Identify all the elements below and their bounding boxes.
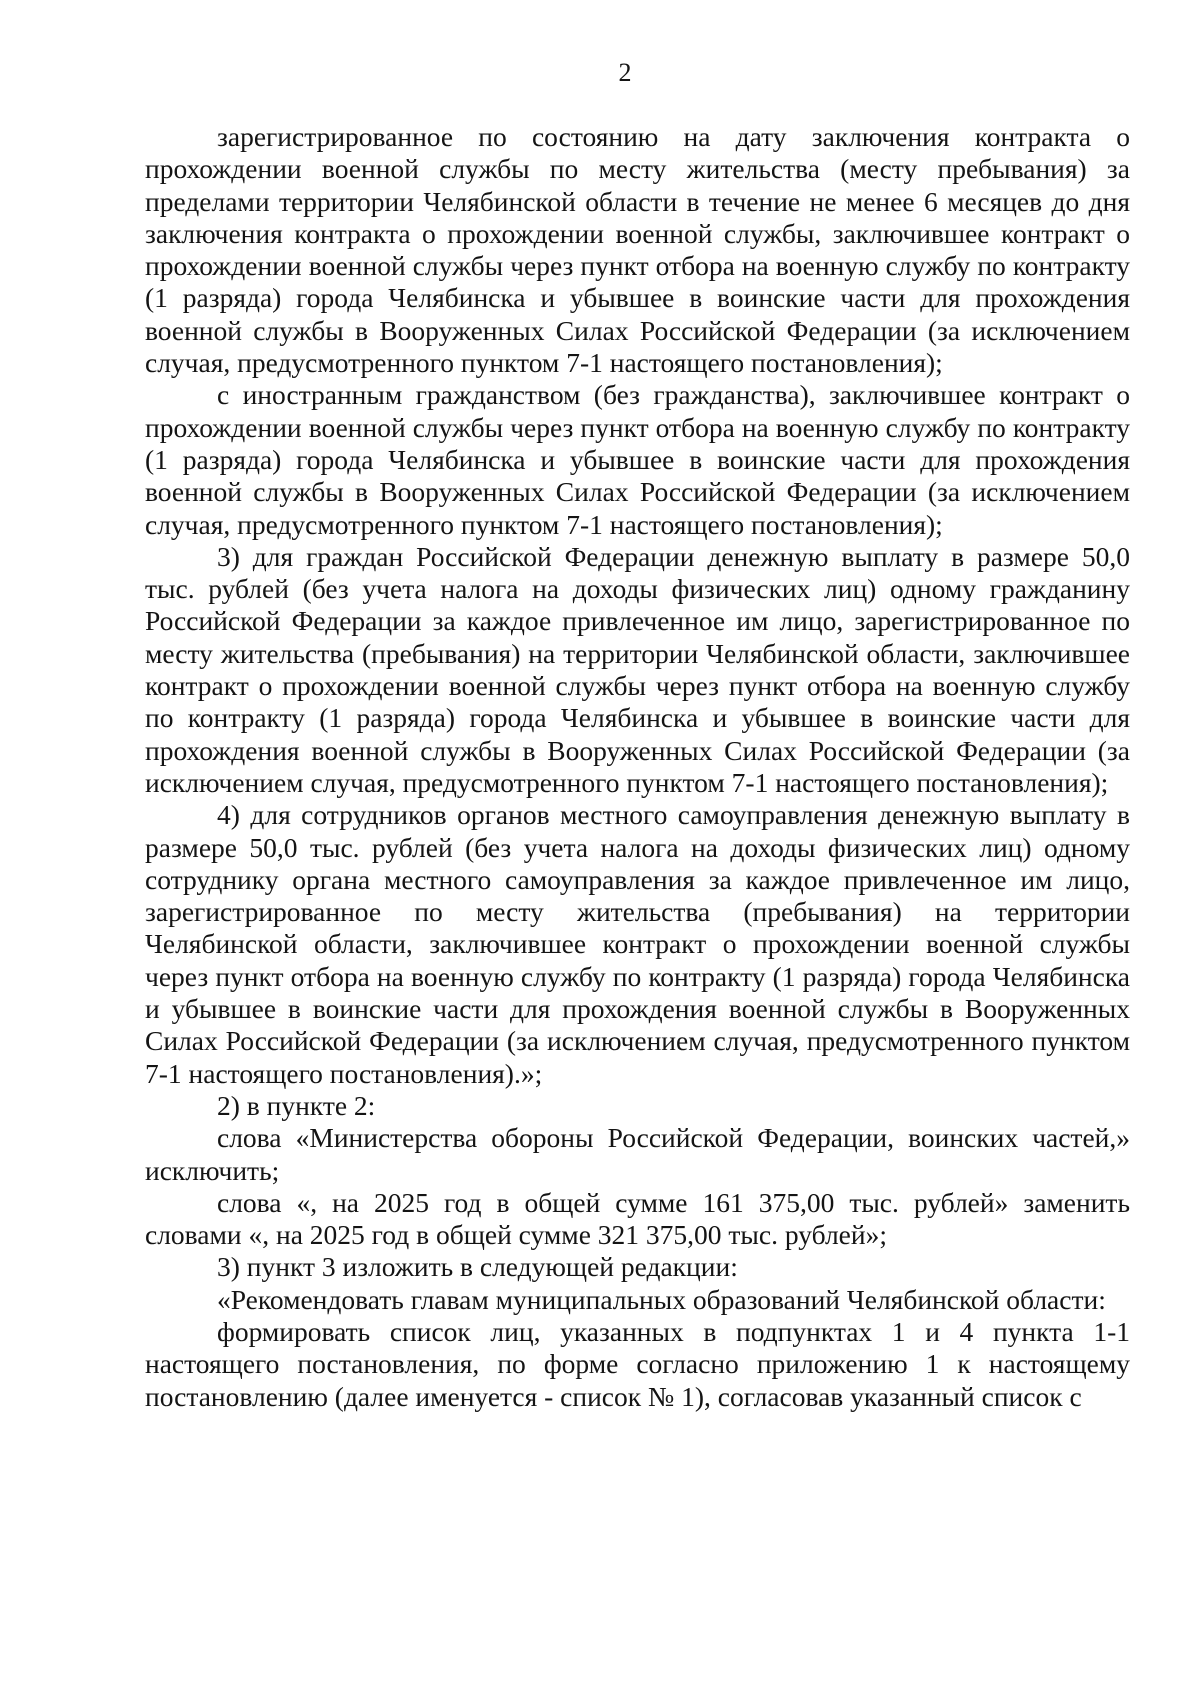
paragraph-registered-outside-region: зарегистрированное по состоянию на дату заключения контракта о прохождении военной службы по месту жительства (месту пребывания) за пределами территории Челябинской области в течение не менее 6 месяцев до дня заключения контракта о прохождении военной службы, заключившее контракт о прохождении военной службы через пункт отбора на военную службу по контракту (1 разряда) города Челябинска и убывшее в воинские части для прохождения военной службы в Вооруженных Силах Российской Федерации (за исключением случая, предусмотренного пунктом 7-1 настоящего постановления); [145,121,1130,379]
document-body [145,121,1130,1413]
paragraph-foreign-citizens: с иностранным гражданством (без гражданства), заключившее контракт о прохождении военной службы через пункт отбора на военную службу по контракту (1 разряда) города Челябинска и убывшее в воинские части для прохождения военной службы в Вооруженных Силах Российской Федерации (за исключением случая, предусмотренного пунктом 7-1 настоящего постановления); [145,379,1130,540]
paragraph-point-3-heading: 3) пункт 3 изложить в следующей редакции: [217,1251,738,1283]
paragraph-item-4-officials-payment: 4) для сотрудников органов местного самоуправления денежную выплату в размере 50,0 тыс. рублей (без учета налога на доходы физических лиц) одному сотруднику органа местного самоуправления за каждое привлеченное им лицо, зарегистрированное по месту жительства (пребывания) на территории Челябинской области, заключившее контракт о прохождении военной службы через пункт отбора на военную службу по контракту (1 разряда) города Челябинска и убывшее в воинские части для прохождения военной службы в Вооруженных Силах Российской Федерации (за исключением случая, предусмотренного пунктом 7-1 настоящего постановления).»; [145,799,1130,1089]
paragraph-form-list: формировать список лиц, указанных в подпунктах 1 и 4 пункта 1-1 настоящего постановления, по форме согласно приложению 1 к настоящему постановлению (далее именуется - список № 1), согласовав указанный список с [145,1315,1130,1412]
page-number: 2 [618,58,632,87]
paragraph-point-2-heading: 2) в пункте 2: [217,1089,376,1121]
paragraph-recommend-heads: «Рекомендовать главам муниципальных образований Челябинской области: [217,1283,1106,1315]
paragraph-item-3-citizens-payment: 3) для граждан Российской Федерации денежную выплату в размере 50,0 тыс. рублей (без учета налога на доходы физических лиц) одному гражданину Российской Федерации за каждое привлеченное им лицо, зарегистрированное по месту жительства (пребывания) на территории Челябинской области, заключившее контракт о прохождении военной службы через пункт отбора на военную службу по контракту (1 разряда) города Челябинска и убывшее в воинские части для прохождения военной службы в Вооруженных Силах Российской Федерации (за исключением случая, предусмотренного пунктом 7-1 настоящего постановления); [145,540,1130,798]
paragraph-words-exclude: слова «Министерства обороны Российской Федерации, воинских частей,» исключить; [145,1122,1130,1186]
paragraph-words-replace-sum: слова «, на 2025 год в общей сумме 161 375,00 тыс. рублей» заменить словами «, на 2025 год в общей сумме 321 375,00 тыс. рублей»; [145,1186,1130,1251]
